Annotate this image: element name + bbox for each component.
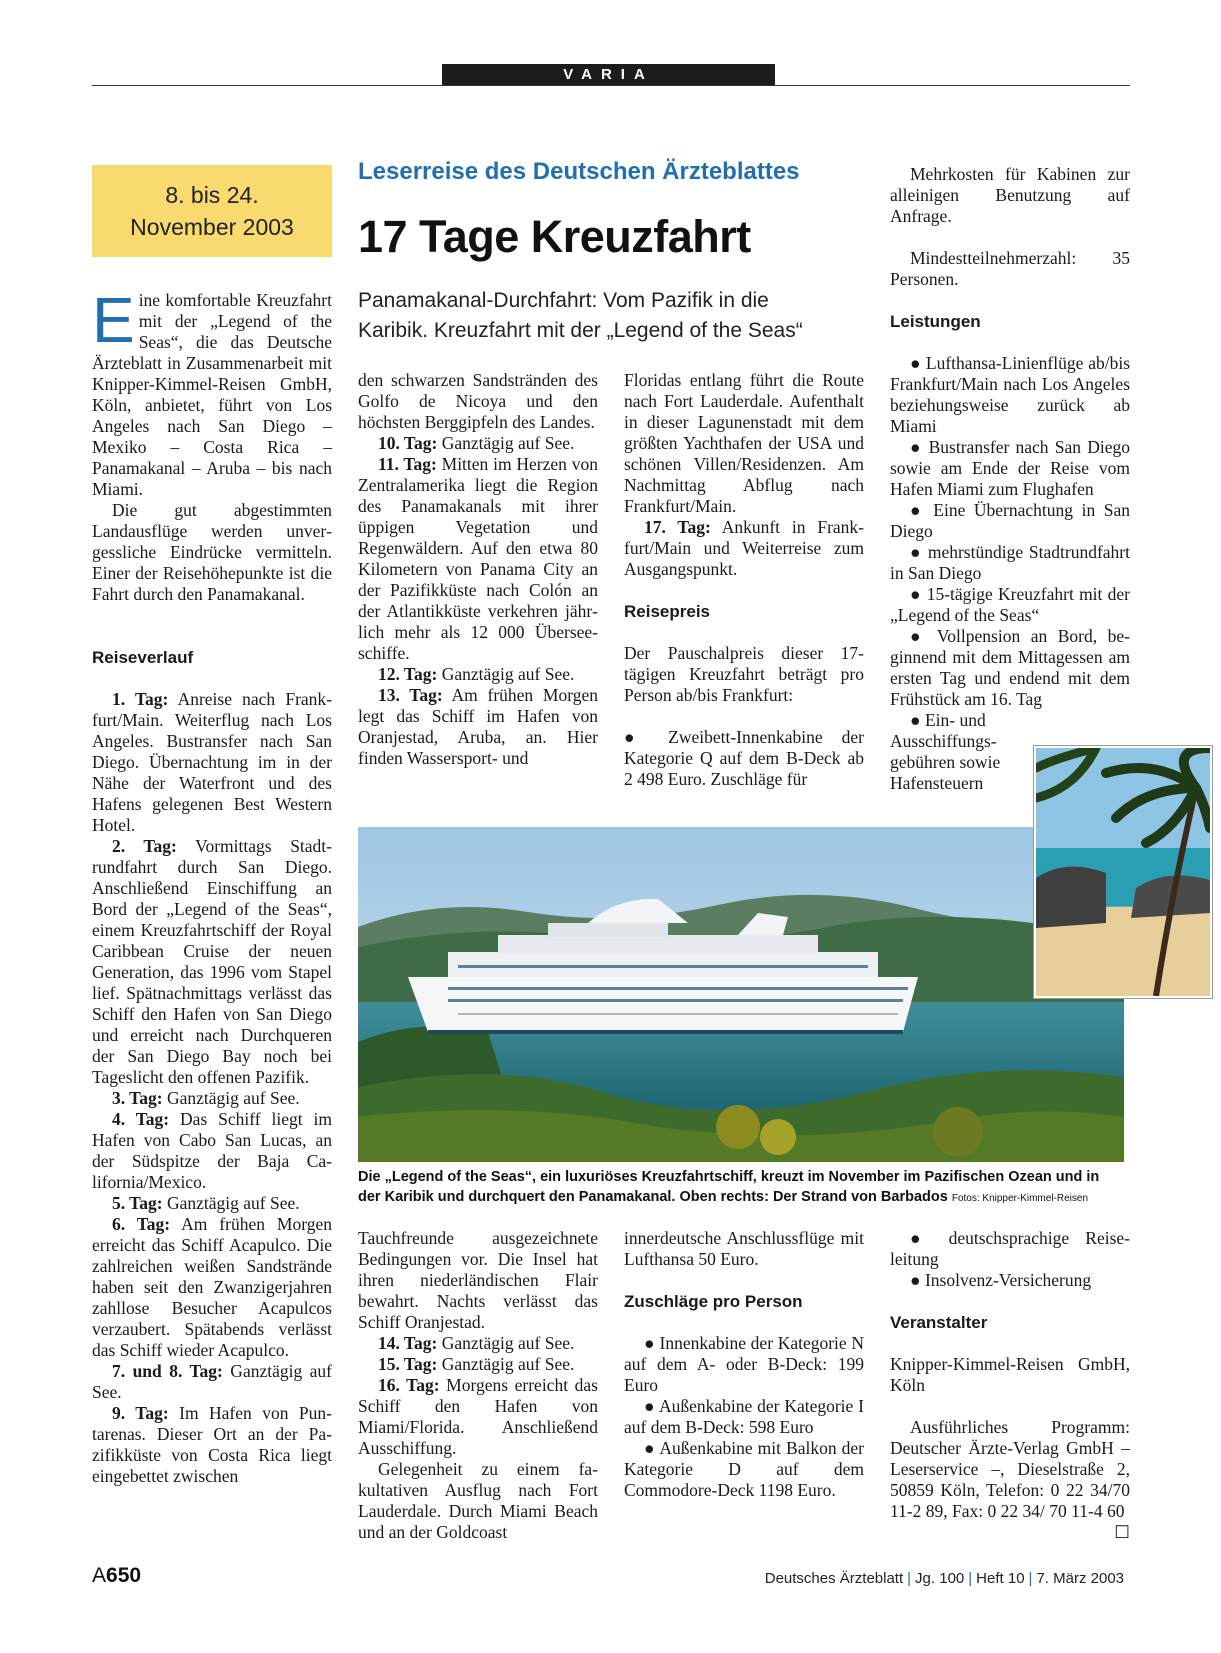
- section-heading-reisepreis: Reisepreis: [624, 602, 710, 621]
- caption-text: Die „Legend of the Seas“, ein luxuriöses Kreuzfahrtschiff, kreuzt im November im Pazifischen Ozean und in der Karibik und durchquert den Panamakanal. Oben rechts: Der Strand von Barbados: [358, 1169, 1100, 1205]
- body-paragraph: den schwarzen Sandstränden des Golfo de Nicoya und den höchsten Berggipfeln des Landes.: [358, 370, 598, 432]
- section-label: VARIA: [442, 64, 775, 86]
- section-heading-leistungen: Leistungen: [890, 312, 981, 331]
- section-heading-reiseverlauf: Reiseverlauf: [92, 648, 194, 667]
- day-entry: 7. und 8. Tag: Ganztägig auf See.: [92, 1361, 332, 1402]
- day-entry: 2. Tag: Vormittags Stadtrundfahrt durch San Diego. Anschließend Einschiffung an Bord der „Legend of the Seas“, einem Kreuzfahrtschiff der Royal Caribbean Cruise der neuen Generation, das 1996 vom Stapel lief. Spätnachmittags verlässt das Schiff den Hafen von San Diego und erreicht nach Durchqueren der San Diego Bay noch bei Tageslicht den offenen Pazifik.: [92, 836, 332, 1087]
- article-title: 17 Tage Kreuzfahrt: [358, 211, 751, 262]
- body-paragraph: Floridas entlang führt die Route nach Fort Lauderdale. Aufenthalt in dieser Lagunenstadt mit dem größten Yachthafen der USA und schönen Villen/Residenzen. Am Nachmittag Abflug nach Frankfurt/Main.: [624, 370, 864, 516]
- intro-paragraph-2: Die gut abgestimmten Landausflüge werden unvergessliche Eindrücke vermitteln. Einer der Reisehöhepunkte ist die Fahrt durch den Panamakanal.: [92, 500, 332, 604]
- surcharge-item: ● Innenkabine der Kategorie N auf dem A- oder B-Deck: 199 Euro: [624, 1333, 864, 1395]
- column-4-bottom: [890, 1228, 1130, 1543]
- day-entry: 3. Tag: Ganztägig auf See.: [112, 1088, 300, 1108]
- day-entry: 14. Tag: Ganztägig auf See.: [378, 1333, 575, 1353]
- day-entry: 10. Tag: Ganztägig auf See.: [378, 433, 575, 453]
- body-paragraph: innerdeutsche Anschlussflüge mit Lufthansa 50 Euro.: [624, 1228, 864, 1269]
- day-entry: 15. Tag: Ganztägig auf See.: [378, 1354, 575, 1374]
- intro-paragraph: [92, 284, 332, 500]
- article-subtitle: Panamakanal-Durchfahrt: Vom Pazifik in die Karibik. Kreuzfahrt mit der „Legend of the Seas“: [358, 289, 803, 342]
- date-line-1: 8. bis 24.: [165, 182, 259, 208]
- page-prefix: A: [92, 1564, 107, 1587]
- day-entry: 4. Tag: Das Schiff liegt im Hafen von Cabo San Lucas, an der Südspitze der Baja California/Mexico.: [92, 1109, 333, 1192]
- day-entry: 13. Tag: Am frühen Morgen legt das Schiff im Hafen von Oranjestad, Aruba, an. Hier finden Wassersport- und: [358, 685, 598, 768]
- day-entry: 12. Tag: Ganztägig auf See.: [378, 664, 575, 684]
- body-paragraph: Der Pauschalpreis dieser 17-tägigen Kreuzfahrt beträgt pro Person ab/bis Frankfurt:: [624, 643, 864, 705]
- header-rule: [92, 85, 1130, 86]
- cruise-ship-photo: [358, 827, 1124, 1162]
- column-4-top: [890, 164, 1130, 794]
- column-2-top: [358, 370, 598, 769]
- section-heading-zuschlaege: Zuschläge pro Person: [624, 1292, 803, 1311]
- service-item: ● Bustransfer nach San Diego sowie am Ende der Reise vom Hafen Miami zum Flughafen: [890, 437, 1130, 499]
- page-number-value: 650: [106, 1564, 142, 1587]
- page-number: [92, 1564, 141, 1588]
- cruise-ship-illustration: [358, 827, 1124, 1162]
- day-entry: 16. Tag: Morgens erreicht das Schiff den Hafen von Miami/Florida. Anschließend Ausschiffung.: [358, 1375, 598, 1458]
- end-mark: ☐: [1114, 1522, 1130, 1542]
- contact-paragraph: Ausführliches Programm: Deutscher Ärzte-Verlag GmbH – Leserservice –, Dieselstraße 2, 50859 Köln, Telefon: 0 22 34/70 11-2 89, Fax: 0 22 34/ 70 11-4 60 ☐: [890, 1417, 1130, 1542]
- drop-cap: E: [92, 284, 135, 356]
- service-item: ● Eine Übernachtung in San Diego: [890, 500, 1130, 541]
- day-entry: 17. Tag: Ankunft in Frankfurt/Main und Weiterreise zum Ausgangspunkt.: [624, 517, 864, 579]
- body-paragraph: Gelegenheit zu einem fakultativen Ausflug nach Fort Lauderdale. Durch Miami Beach und an der Goldcoast: [358, 1459, 598, 1542]
- service-item: ● mehrstündige Stadtrundfahrt in San Diego: [890, 542, 1130, 583]
- service-item: ● 15-tägige Kreuzfahrt mit der „Legend of the Seas“: [890, 584, 1130, 625]
- day-entry: 9. Tag: Im Hafen von Puntarenas. Dieser Ort an der Pazifikküste von Costa Rica liegt eingebettet zwischen: [92, 1403, 332, 1486]
- service-item: ● Ein- und Ausschiffungsgebühren sowie Hafensteuern: [890, 710, 1001, 793]
- service-item: ● Lufthansa-Linienflüge ab/bis Frankfurt/Main nach Los Angeles beziehungsweise zurück ab Miami: [890, 353, 1130, 436]
- organizer-name: Knipper-Kimmel-Reisen GmbH, Köln: [890, 1354, 1130, 1395]
- service-item: ● deutschsprachige Reiseleitung: [890, 1228, 1130, 1269]
- price-item: ● Zweibett-Innenkabine der Kategorie Q auf dem B-Deck ab 2 498 Euro. Zuschläge für: [624, 727, 864, 789]
- body-paragraph: Mehrkosten für Kabinen zur alleinigen Benutzung auf Anfrage.: [890, 164, 1130, 226]
- surcharge-item: ● Außenkabine der Kategorie I auf dem B-Deck: 598 Euro: [624, 1396, 864, 1437]
- body-paragraph: Tauchfreunde ausgezeichnete Bedingungen vor. Die Insel hat ihren niederländischen Flair bewahrt. Nachts verlässt das Schiff Oranjestad.: [358, 1228, 598, 1332]
- surcharge-item: ● Außenkabine mit Balkon der Kategorie D auf dem Commodore-Deck 1198 Euro.: [624, 1438, 864, 1500]
- intro-text: ine komfortable Kreuzfahrt mit der „Legend of the Seas“, die das Deutsche Ärzteblatt in Zusammenarbeit mit Knipper-Kimmel-Reisen GmbH, Köln, anbietet, führt von Los Angeles nach San Diego – Mexiko – Costa Rica – Panamakanal – Aruba – bis nach Miami.: [92, 290, 332, 499]
- service-item: ● Insolvenz-Versicherung: [910, 1270, 1092, 1290]
- journal-name: Deutsches Ärzteblatt: [764, 1570, 904, 1587]
- article-kicker: Leserreise des Deutschen Ärzteblattes: [358, 158, 800, 185]
- journal-footer: Deutsches Ärzteblatt | Jg. 100 | Heft 10 | 7. März 2003: [764, 1570, 1124, 1587]
- date-line-2: November 2003: [130, 214, 294, 240]
- day-entry: 1. Tag: Anreise nach Frankfurt/Main. Weiterflug nach Los Angeles. Bustransfer nach San Diego. Übernachtung im in der Nähe der Waterfront und des Hafens gelegenen Best Western Hotel.: [92, 689, 333, 835]
- service-item: ● Vollpension an Bord, beginnend mit dem Mittagessen am ersten Tag und endend mit dem Frühstück am 16. Tag: [890, 626, 1130, 709]
- column-3-bottom: [624, 1228, 864, 1501]
- column-3-top: [624, 370, 864, 790]
- day-entry: 5. Tag: Ganztägig auf See.: [112, 1193, 300, 1213]
- column-2-bottom: [358, 1228, 598, 1543]
- journal-date: 7. März 2003: [1036, 1570, 1124, 1587]
- journal-issue: Heft 10: [976, 1570, 1025, 1587]
- column-1: [92, 284, 333, 1487]
- day-entry: 6. Tag: Am frühen Morgen erreicht das Schiff Acapulco. Die zahlreichen weißen Sandstrände haben seit den Zwanzigerjahren zahllose Besucher Acapulcos verzaubert. Spätabends verlässt das Schiff wieder Acapulco.: [92, 1214, 332, 1360]
- section-heading-veranstalter: Veranstalter: [890, 1313, 988, 1332]
- barbados-beach-photo: [1034, 746, 1212, 998]
- day-entry: 11. Tag: Mitten im Herzen von Zentralamerika liegt die Region des Panamakanals mit ihrer üppigen Vegetation und Regenwäldern. Auf den etwa 80 Kilometern von Panama City an der Pazifikküste nach Colón an der Atlantikküste verkehren jährlich mehr als 12 000 Überseeschiffe.: [358, 454, 598, 663]
- date-box: [92, 165, 332, 257]
- journal-volume: Jg. 100: [915, 1570, 965, 1587]
- photo-caption: [358, 1167, 1124, 1209]
- body-paragraph: Mindestteilnehmerzahl: 35 Personen.: [890, 248, 1130, 289]
- beach-illustration: [1036, 748, 1210, 996]
- photo-credit: Fotos: Knipper-Kimmel-Reisen: [951, 1193, 1089, 1204]
